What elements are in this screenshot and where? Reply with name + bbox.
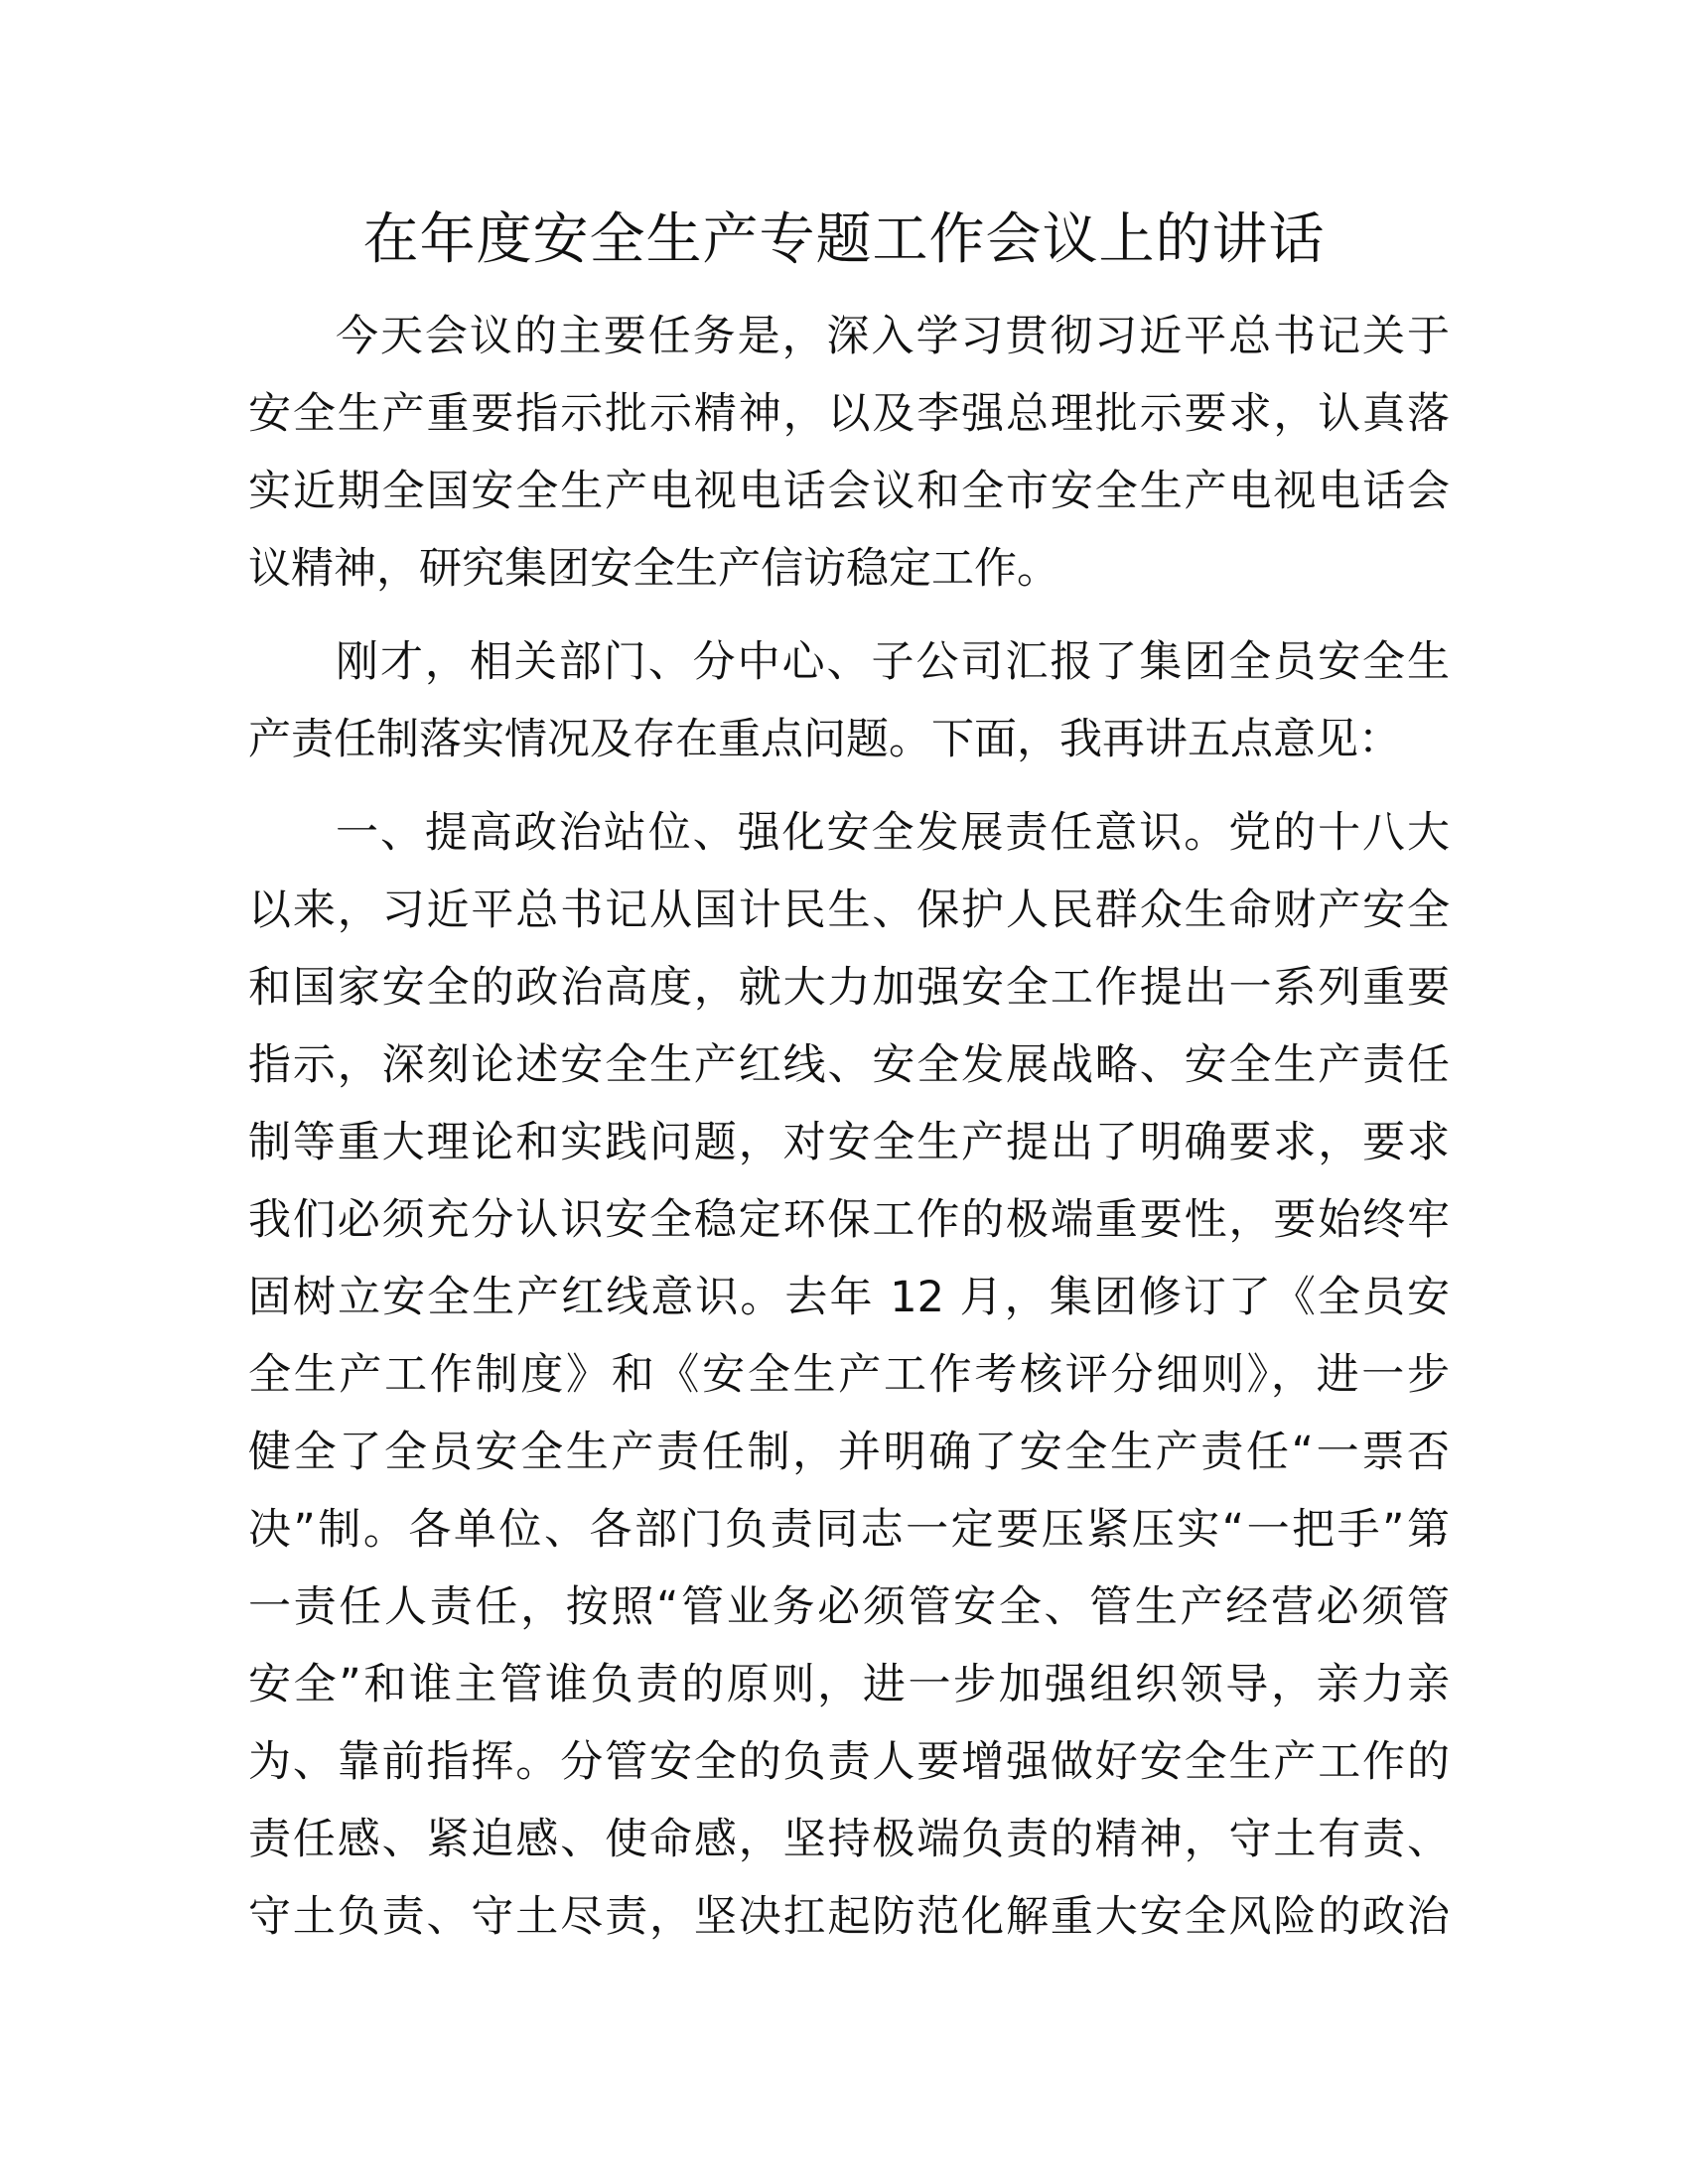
text-line: 责任感、紧迫感、使命感，坚持极端负责的精神，守土有责、 [248, 1815, 1450, 1864]
document-title: 在年度安全生产专题工作会议上的讲话 [362, 207, 1326, 272]
paragraph-meeting-tasks [248, 298, 1450, 608]
text-line: 一责任人责任，按照“管业务必须管安全、管生产经营必须管 [248, 1582, 1450, 1632]
text-line: 守土负责、守土尽责，坚决扛起防范化解重大安全风险的政治 [248, 1892, 1450, 1942]
text-line: 安全”和谁主管谁负责的原则，进一步加强组织领导，亲力亲 [248, 1660, 1450, 1709]
text-line: 指示，深刻论述安全生产红线、安全发展战略、安全生产责任 [248, 1040, 1450, 1090]
text-line: 以来，习近平总书记从国计民生、保护人民群众生命财产安全 [248, 886, 1450, 935]
text-line: 实近期全国安全生产电视电话会议和全市安全生产电视电话会 [248, 467, 1450, 516]
text-line: 今天会议的主要任务是，深入学习贯彻习近平总书记关于 [336, 312, 1450, 361]
text-line: 产责任制落实情况及存在重点问题。下面，我再讲五点意见： [248, 715, 1401, 764]
text-line: 议精神，研究集团安全生产信访稳定工作。 [248, 544, 1059, 594]
text-line: 健全了全员安全生产责任制，并明确了安全生产责任“一票否 [248, 1428, 1450, 1477]
text-line: 安全生产重要指示批示精神，以及李强总理批示要求，认真落 [248, 389, 1450, 439]
text-line: 为、靠前指挥。分管安全的负责人要增强做好安全生产工作的 [248, 1737, 1450, 1787]
text-line: 固树立安全生产红线意识。去年 12 月，集团修订了《全员安 [248, 1273, 1450, 1322]
text-line: 决”制。各单位、各部门负责同志一定要压紧压实“一把手”第 [248, 1505, 1450, 1555]
document-body [248, 298, 1450, 1972]
text-line: 一、提高政治站位、强化安全发展责任意识。党的十八大 [336, 808, 1450, 858]
paragraph-reports [248, 623, 1450, 778]
text-line: 我们必须充分认识安全稳定环保工作的极端重要性，要始终牢 [248, 1195, 1450, 1245]
text-line: 刚才，相关部门、分中心、子公司汇报了集团全员安全生 [336, 637, 1450, 687]
text-line: 全生产工作制度》和《安全生产工作考核评分细则》，进一步 [248, 1350, 1450, 1400]
text-line: 制等重大理论和实践问题，对安全生产提出了明确要求，要求 [248, 1118, 1450, 1167]
paragraph-point-one [248, 794, 1450, 1956]
text-line: 和国家安全的政治高度，就大力加强安全工作提出一系列重要 [248, 963, 1450, 1013]
